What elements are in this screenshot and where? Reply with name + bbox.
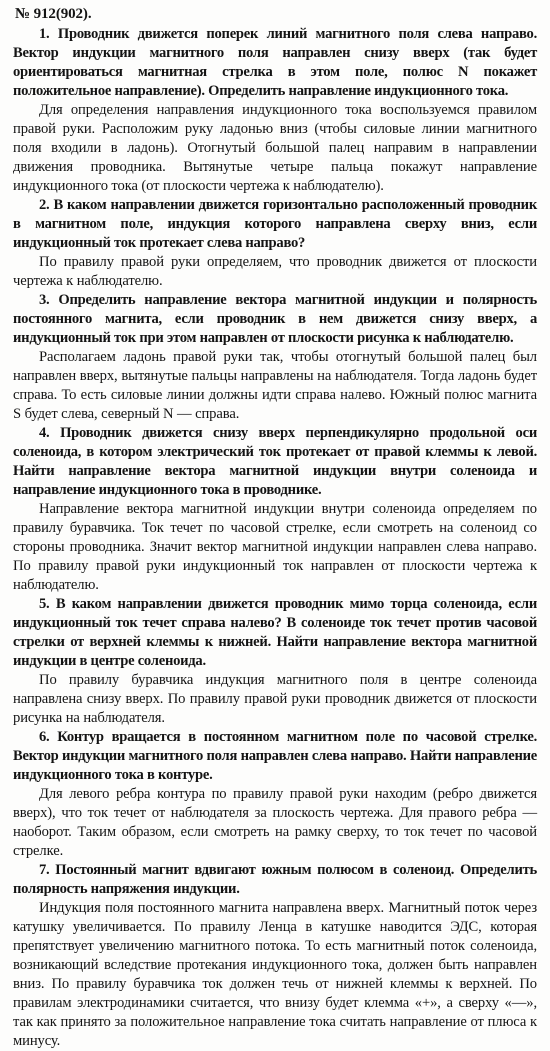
- answer-paragraph: Для определения направления индукционного тока воспользуемся правилом правой руки. Расположим руку ладонью вниз (чтобы силовые линии магнитного поля входили в ладонь). Отогнутый большой палец направим в направлении движения проводника. Вытянутые четыре пальца покажут направление индукционного тока (от плоскости чертежа к наблюдателю).: [13, 102, 537, 194]
- question-paragraph: 5. В каком направлении движется проводник мимо торца соленоида, если индукционный ток течет справа налево? В соленоиде ток течет против часовой стрелки от верхней клеммы к нижней. Найти направление вектора магнитной индукции в центре соленоида.: [13, 596, 537, 669]
- answer-paragraph: Направление вектора магнитной индукции внутри соленоида определяем по правилу буравчика. Ток течет по часовой стрелке, если смотреть на соленоид со стороны проводника. Значит вектор магнитной индукции направлен слева направо. По правилу правой руки индукционный ток направлен от плоскости чертежа к наблюдателю.: [13, 501, 537, 593]
- problem-number-heading: № 912(902).: [15, 6, 92, 22]
- answer-paragraph: По правилу правой руки определяем, что проводник движется от плоскости чертежа к наблюдателю.: [13, 254, 537, 289]
- question-paragraph: 7. Постоянный магнит вдвигают южным полюсом в соленоид. Определить полярность напряжения индукции.: [13, 862, 537, 897]
- answer-paragraph: По правилу буравчика индукция магнитного поля в центре соленоида направлена снизу вверх. По правилу правой руки проводник движется от плоскости рисунка на наблюдателя.: [13, 672, 537, 726]
- question-paragraph: 2. В каком направлении движется горизонтально расположенный проводник в магнитном поле, индукция которого направлена сверху вниз, если индукционный ток протекает слева направо?: [13, 197, 537, 251]
- question-paragraph: 6. Контур вращается в постоянном магнитном поле по часовой стрелке. Вектор индукции магнитного поля направлен слева направо. Найти направление индукционного тока в контуре.: [13, 729, 537, 783]
- question-paragraph: 3. Определить направление вектора магнитной индукции и полярность постоянного магнита, если проводник в нем движется снизу вверх, а индукционный ток при этом направлен от плоскости рисунка к наблюдателю.: [13, 292, 537, 346]
- question-paragraph: 1. Проводник движется поперек линий магнитного поля слева направо. Вектор индукции магнитного поля направлен снизу вверх (так будет ориентироваться магнитная стрелка в этом поле, полюс N покажет положительное направление). Определить направление индукционного тока.: [13, 26, 537, 99]
- question-paragraph: 4. Проводник движется снизу вверх перпендикулярно продольной оси соленоида, в котором электрический ток протекает от правой клеммы к левой. Найти направление вектора магнитной индукции внутри соленоида и направление индукционного тока в проводнике.: [13, 425, 537, 498]
- answer-paragraph: Для левого ребра контура по правилу правой руки находим (ребро движется вверх), что ток течет от наблюдателя за плоскость чертежа. Для правого ребра — наоборот. Таким образом, если смотреть на рамку сверху, то ток течет по часовой стрелке.: [13, 786, 537, 859]
- answer-paragraph: Индукция поля постоянного магнита направлена вверх. Магнитный поток через катушку увеличивается. По правилу Ленца в катушке наводится ЭДС, которая препятствует увеличению магнитного потока. То есть магнитный поток соленоида, возникающий вследствие протекания индукционного тока, должен быть направлен вниз. По правилу буравчика ток должен течь от нижней клеммы к верхней. По правилам электродинамики считается, что внизу будет клемма «+», а сверху «—», так как принято за положительное направление тока считать направление от плюса к минусу.: [13, 900, 537, 1049]
- answer-paragraph: Располагаем ладонь правой руки так, чтобы отогнутый большой палец был направлен вверх, вытянутые пальцы направлены на наблюдателя. Тогда ладонь будет справа. То есть силовые линии должны идти справа налево. Южный полюс магнита S будет слева, северный N — справа.: [13, 349, 537, 422]
